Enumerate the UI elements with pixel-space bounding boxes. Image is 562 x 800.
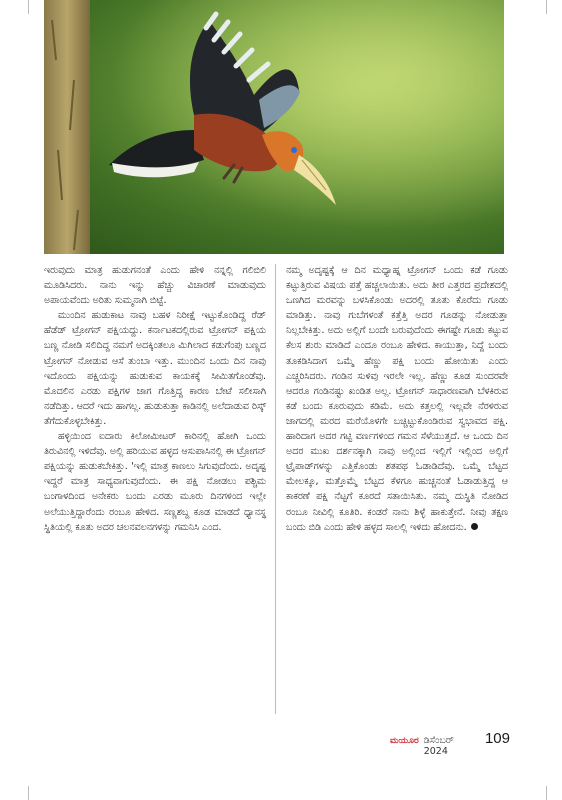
issue-date: ಡಿಸೆಂಬರ್ 2024 bbox=[423, 735, 454, 757]
crop-mark-bottom-left bbox=[28, 786, 30, 800]
paragraph: ಇರುವುದು ಮಾತ್ರ ಹುಡುಗನಂತೆ ಎಂದು ಹೇಳಿ ನನ್ನಲ್ಲಿ ಗಲಿಬಿಲಿ ಮೂಡಿಸಿದರು. ನಾನು ಇನ್ನು ಹೆಚ್ಚು ವಿಚಾರಣೆ ಮಾಡುವುದು ಅಪಾಯವೆಂದು ಅರಿತು ಸುಮ್ಮನಾಗಿ ಬಿಟ್ಟೆ. bbox=[44, 265, 266, 307]
paragraph bbox=[286, 263, 508, 535]
hornbill-illustration bbox=[44, 0, 504, 254]
background-bokeh bbox=[44, 0, 504, 254]
text-column-right bbox=[286, 263, 508, 535]
paragraph: ಮುಂದಿನ ಹುಡುಕಾಟ ನಾವು ಬಹಳ ನಿರೀಕ್ಷೆ ಇಟ್ಟುಕೊಂಡಿದ್ದ ರೆಡ್ ಹೆಡೆಡ್ ಟ್ರೋಗನ್ ಪಕ್ಷಿಯದ್ದು. ಕರ್ನಾಟಕದಲ್ಲಿರುವ ಟ್ರೋಗನ್ ಪಕ್ಷಿಯ ಬಣ್ಣ ನೋಡಿ ಸಲಿದಿದ್ದ ನಮಗೆ ಅದಕ್ಕಿಂತಲೂ ಮಿಗಿಲಾದ ಕಡುಗೆಂಪು ಬಣ್ಣದ ಟ್ರೋಗನ್ ನೋಡುವ ಆಸೆ ತುಂಬಾ ಇತ್ತು. ಮುಂದಿನ ಒಂದು ದಿನ ನಾವು ಇದೊಂದು ಪಕ್ಷಿಯನ್ನು ಹುಡುಕುವ ಕಾಯಕಕ್ಕೆ ಸೀಮಿತಗೊಂಡೆವು. ಮೊದಲಿನ ಎರಡು ಪಕ್ಷಿಗಳ ಜಾಗ ಗೊತ್ತಿದ್ದ ಕಾರಣ ಬೇಟೆ ಸಲೀಸಾಗಿ ನಡೆದಿತ್ತು. ಆದರೆ ಇದು ಹಾಗಲ್ಲ. ಹುಡುಕುತ್ತಾ ಕಾಡಿನಲ್ಲಿ ಅಲೆದಾಡುವ ರಿಸ್ಕ್ ತೆಗೆದುಕೊಳ್ಳಬೇಕಿತ್ತು. bbox=[44, 310, 266, 427]
magazine-name: ಮಯೂರ bbox=[390, 736, 419, 746]
hornbill-photo bbox=[44, 0, 504, 254]
column-divider bbox=[275, 264, 276, 714]
crop-mark-bottom-right bbox=[546, 786, 548, 800]
end-of-article-mark bbox=[471, 523, 478, 530]
crop-mark-top-right bbox=[546, 0, 548, 14]
paragraph-text: ನಮ್ಮ ಅದೃಷ್ಟಕ್ಕೆ ಆ ದಿನ ಮಧ್ಯಾಹ್ನ ಟ್ರೋಗನ್ ಒಂದು ಕಡೆ ಗೂಡು ಕಟ್ಟುತ್ತಿರುವ ವಿಷಯ ಪತ್ತೆ ಹಚ್ಚಲಾಯಿತು. ಅದು ತೀರ ಎತ್ತರದ ಪ್ರದೇಶದಲ್ಲಿ ಒಣಗಿದ ಮರವನ್ನು ಬಳಸಿಕೊಂಡು ಅದರಲ್ಲಿ ತೂತು ಕೊರೆದು ಗೂಡು ಮಾಡಿತ್ತು. ನಾವು ಗುಬೆಗಳಂತೆ ಕತ್ತೆತ್ತಿ ಅದರ ಗೂಡನ್ನು ನೋಡುತ್ತಾ ನಿಲ್ಲಬೇಕಿತ್ತು. ಅದು ಅಲ್ಲಿಗೆ ಬಂದೇ ಬರುವುದೆಂದು ಈಗಷ್ಟೇ ಗೂಡು ಕಟ್ಟುವ ಕೆಲಸ ಶುರು ಮಾಡಿದೆ ಎಂದೂ ರಂಬೂ ಹೇಳಿದ. ಕಾಯುತ್ತಾ, ನಿದ್ದೆ ಬಂದು ತೂಕಡಿಸಿದಾಗ ಒಮ್ಮೆ ಹೆಣ್ಣು ಪಕ್ಷಿ ಬಂದು ಹೋಯಿತು ಎಂದು ಎಚ್ಚರಿಸಿದರು. ಗಂಡಿನ ಸುಳಿವು ಇರಲೇ ಇಲ್ಲ. ಹೆಣ್ಣು ಕೂಡ ಸುಂದರವೇ ಆದರೂ ಗಂಡಿನಷ್ಟು ಖಂಡಿತ ಅಲ್ಲ. ಟ್ರೋಗನ್ ಸಾಧಾರಣವಾಗಿ ಬೆಳಕಿರುವ ಕಡೆ ಬಂದು ಕೂರುವುದು ಕಡಿಮೆ. ಅದು ಕತ್ತಲಲ್ಲಿ ಇಲ್ಲವೇ ನೆರಳಿರುವ ಜಾಗದಲ್ಲಿ ಮರದ ಮರೆಯೊಳಗೇ ಬಚ್ಚಿಟ್ಟುಕೊಂಡಿರುವ ಸ್ವಭಾವದ ಪಕ್ಷಿ. ಹಾರಿದಾಗ ಅದರ ಗಟ್ಟಿ ವರ್ಣಗಳಿಂದ ಗಮನ ಸೆಳೆಯುತ್ತದೆ. ಆ ಒಂದು ದಿನ ಅದರ ಮುಖ ದರ್ಶನಕ್ಕಾಗಿ ನಾವು ಅಲ್ಲಿಂದ ಇಲ್ಲಿಗೆ ಇಲ್ಲಿಂದ ಅಲ್ಲಿಗೆ ಟ್ರೈಪಾಡ್‌ಗಳನ್ನು ಎತ್ತಿಕೊಂಡು ಶತಪಥ ಓಡಾಡಿದೆವು. ಒಮ್ಮೆ ಬೆಟ್ಟದ ಮೇಲಕ್ಕೂ, ಮತ್ತೊಮ್ಮೆ ಬೆಟ್ಟದ ಕೆಳಗೂ ಹುಚ್ಚನಂತೆ ಓಡಾಡುತ್ತಿದ್ದ ಆ ಕಾಕರಣೆ ಪಕ್ಷಿ ನೆಟ್ಟಗೆ ಕೂರದೆ ಸತಾಯಿಸಿತು. ನಮ್ಮ ದುಸ್ಥಿತಿ ನೋಡಿದ ರಂಬೂ ನೀವಿಲ್ಲಿ ಕೂತಿರಿ. ಕಂಡರೆ ನಾನು ಶಿಳ್ಳೆ ಹಾಕುತ್ತೇನೆ. ನೀವು ತಕ್ಷಣ ಬಂದು ಬಿಡಿ ಎಂದು ಹೇಳಿ ಹಳ್ಳದ ಸಾಲಲ್ಲಿ ಇಳಿದು ಹೋದನು. bbox=[286, 265, 508, 533]
paragraph: ಹಳ್ಳಿಯಿಂದ ಐದಾರು ಕಿಲೋಮೀಟರ್ ಕಾರಿನಲ್ಲಿ ಹೋಗಿ ಒಂದು ತಿರುವಿನಲ್ಲಿ ಇಳಿದೆವು. ಅಲ್ಲಿ ಹರಿಯುವ ಹಳ್ಳದ ಆಸುಪಾಸಿನಲ್ಲಿ ಈ ಟ್ರೋಗನ್ ಪಕ್ಷಿಯನ್ನು ಹುಡುಕಬೇಕಿತ್ತು. 'ಇಲ್ಲಿ ಮಾತ್ರ ಕಾಣಲು ಸಿಗುವುದೆಂದು. ಅದೃಷ್ಟ ಇದ್ದರೆ ಮಾತ್ರ ಸಾಧ್ಯವಾಗುವುದೆಂದು. ಈ ಪಕ್ಷಿ ನೋಡಲು ಪಶ್ಚಿಮ ಬಂಗಾಳದಿಂದ ಅನೇಕರು ಬಂದು ಎರಡು ಮೂರು ದಿನಗಳಿಂದ ಇಲ್ಲೇ ಅಲೆಯುತ್ತಿದ್ದಾರೆಂದು ರಂಬೂ ಹೇಳಿದ. ಸಣ್ಣಶಬ್ದ ಕೂಡ ಮಾಡದೆ ಧ್ಯಾನಸ್ಥ ಸ್ಥಿತಿಯಲ್ಲಿ ಕೂತು ಅದರ ಚಲನವಲನಗಳನ್ನು ಗಮನಿಸಿ ಎಂದ. bbox=[44, 431, 266, 533]
page-footer bbox=[390, 730, 510, 757]
text-column-left bbox=[44, 263, 266, 535]
page-number: 109 bbox=[484, 730, 510, 747]
tree-trunk bbox=[44, 0, 90, 254]
crop-mark-top-left bbox=[28, 0, 30, 14]
